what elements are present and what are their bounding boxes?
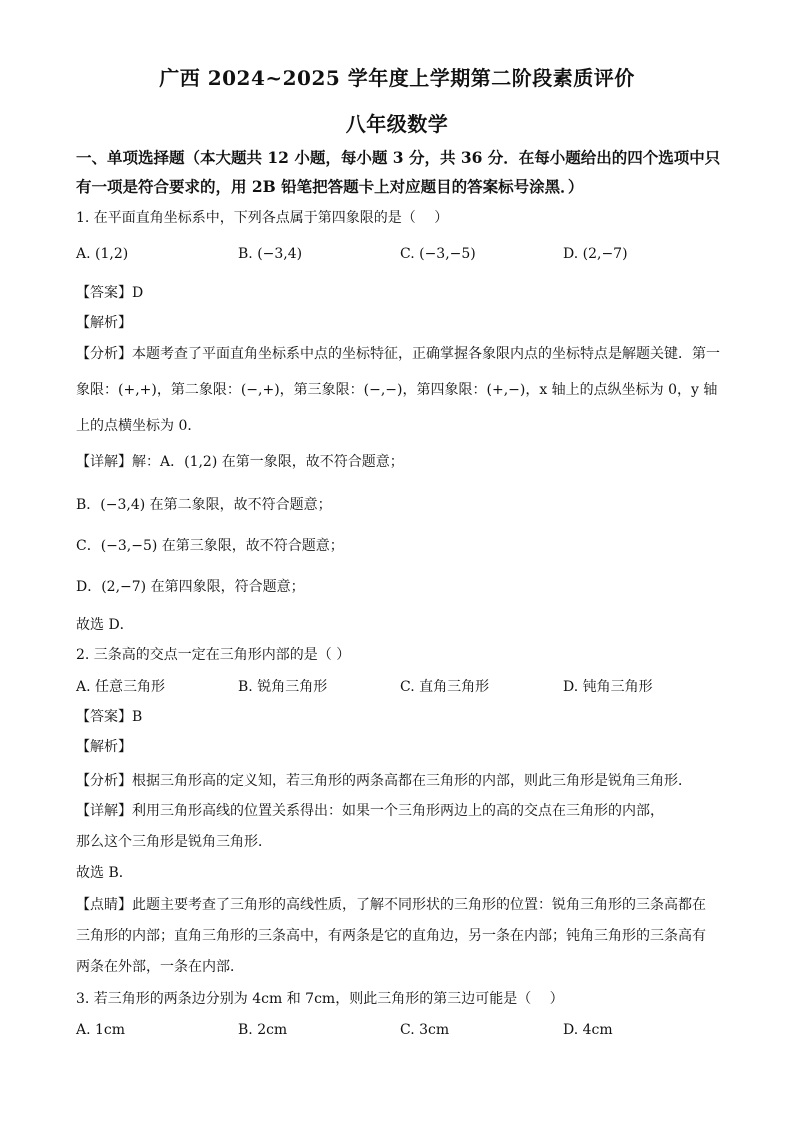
q1-option-d: D. (2,−7) — [563, 246, 628, 262]
q1-option-c: C. (−3,−5) — [400, 246, 476, 262]
section-heading-line2: 有一项是符合要求的，用 2B 铅笔把答题卡上对应题目的答案标号涂黑．） — [76, 177, 584, 196]
q2-dianjing-line3: 两条在外部，一条在内部． — [76, 959, 244, 975]
q3-stem: 3. 若三角形的两条边分别为 4cm 和 7cm，则此三角形的第三边可能是（ ） — [76, 991, 564, 1007]
q2-option-b: B. 锐角三角形 — [238, 679, 328, 695]
q1-fenxi-line3: 上的点横坐标为 0． — [76, 418, 202, 434]
page-title: 广西 2024~2025 学年度上学期第二阶段素质评价 — [159, 66, 635, 90]
q2-dianjing-line1: 【点睛】此题主要考查了三角形的高线性质，了解不同形状的三角形的位置：锐角三角形的三条高都在 — [76, 897, 706, 913]
q2-conclusion: 故选 B． — [76, 865, 133, 881]
page-subtitle: 八年级数学 — [345, 112, 449, 136]
q2-answer: 【答案】B — [76, 709, 143, 725]
q1-option-a: A. (1,2) — [76, 246, 129, 262]
q1-detail-line4: D．(2,−7) 在第四象限，符合题意； — [76, 579, 305, 595]
q3-option-d: D. 4cm — [563, 1022, 613, 1038]
q2-option-c: C. 直角三角形 — [400, 679, 490, 695]
q1-conclusion: 故选 D． — [76, 617, 134, 633]
q3-option-b: B. 2cm — [238, 1022, 288, 1038]
q1-fenxi-line2: 象限：(+,+)，第二象限：(−,+)，第三象限：(−,−)，第四象限：(+,−)，x 轴上的点纵坐标为 0，y 轴 — [76, 382, 718, 398]
q1-detail-line2: B．(−3,4) 在第二象限，故不符合题意； — [76, 497, 332, 513]
q2-detail-line1: 【详解】利用三角形高线的位置关系得出：如果一个三角形两边上的高的交点在三角形的内部， — [76, 803, 664, 819]
section-heading-line1: 一、单项选择题（本大题共 12 小题，每小题 3 分，共 36 分．在每小题给出的四个选项中只 — [76, 148, 721, 167]
q1-fenxi-line1: 【分析】本题考查了平面直角坐标系中点的坐标特征，正确掌握各象限内点的坐标特点是解题关键．第一 — [76, 346, 720, 362]
q2-option-d: D. 钝角三角形 — [563, 679, 653, 695]
q3-option-a: A. 1cm — [76, 1022, 126, 1038]
q2-analysis-label: 【解析】 — [76, 739, 132, 755]
q2-stem: 2. 三条高的交点一定在三角形内部的是（ ） — [76, 647, 351, 663]
q1-detail-line3: C．(−3,−5) 在第三象限，故不符合题意； — [76, 538, 344, 554]
q2-detail-line2: 那么这个三角形是锐角三角形． — [76, 834, 272, 850]
q2-dianjing-line2: 三角形的内部；直角三角形的三条高中，有两条是它的直角边，另一条在内部；钝角三角形的三条高有 — [76, 928, 706, 944]
q3-option-c: C. 3cm — [400, 1022, 450, 1038]
q1-answer: 【答案】D — [76, 285, 144, 301]
q2-fenxi: 【分析】根据三角形高的定义知，若三角形的两条高都在三角形的内部，则此三角形是锐角三角形． — [76, 773, 692, 789]
q1-stem: 1. 在平面直角坐标系中，下列各点属于第四象限的是（ ） — [76, 210, 449, 226]
q1-analysis-label: 【解析】 — [76, 315, 132, 331]
q2-option-a: A. 任意三角形 — [76, 679, 166, 695]
q1-option-b: B. (−3,4) — [238, 246, 303, 262]
q1-detail-line1: 【详解】解：A．(1,2) 在第一象限，故不符合题意； — [76, 454, 404, 470]
